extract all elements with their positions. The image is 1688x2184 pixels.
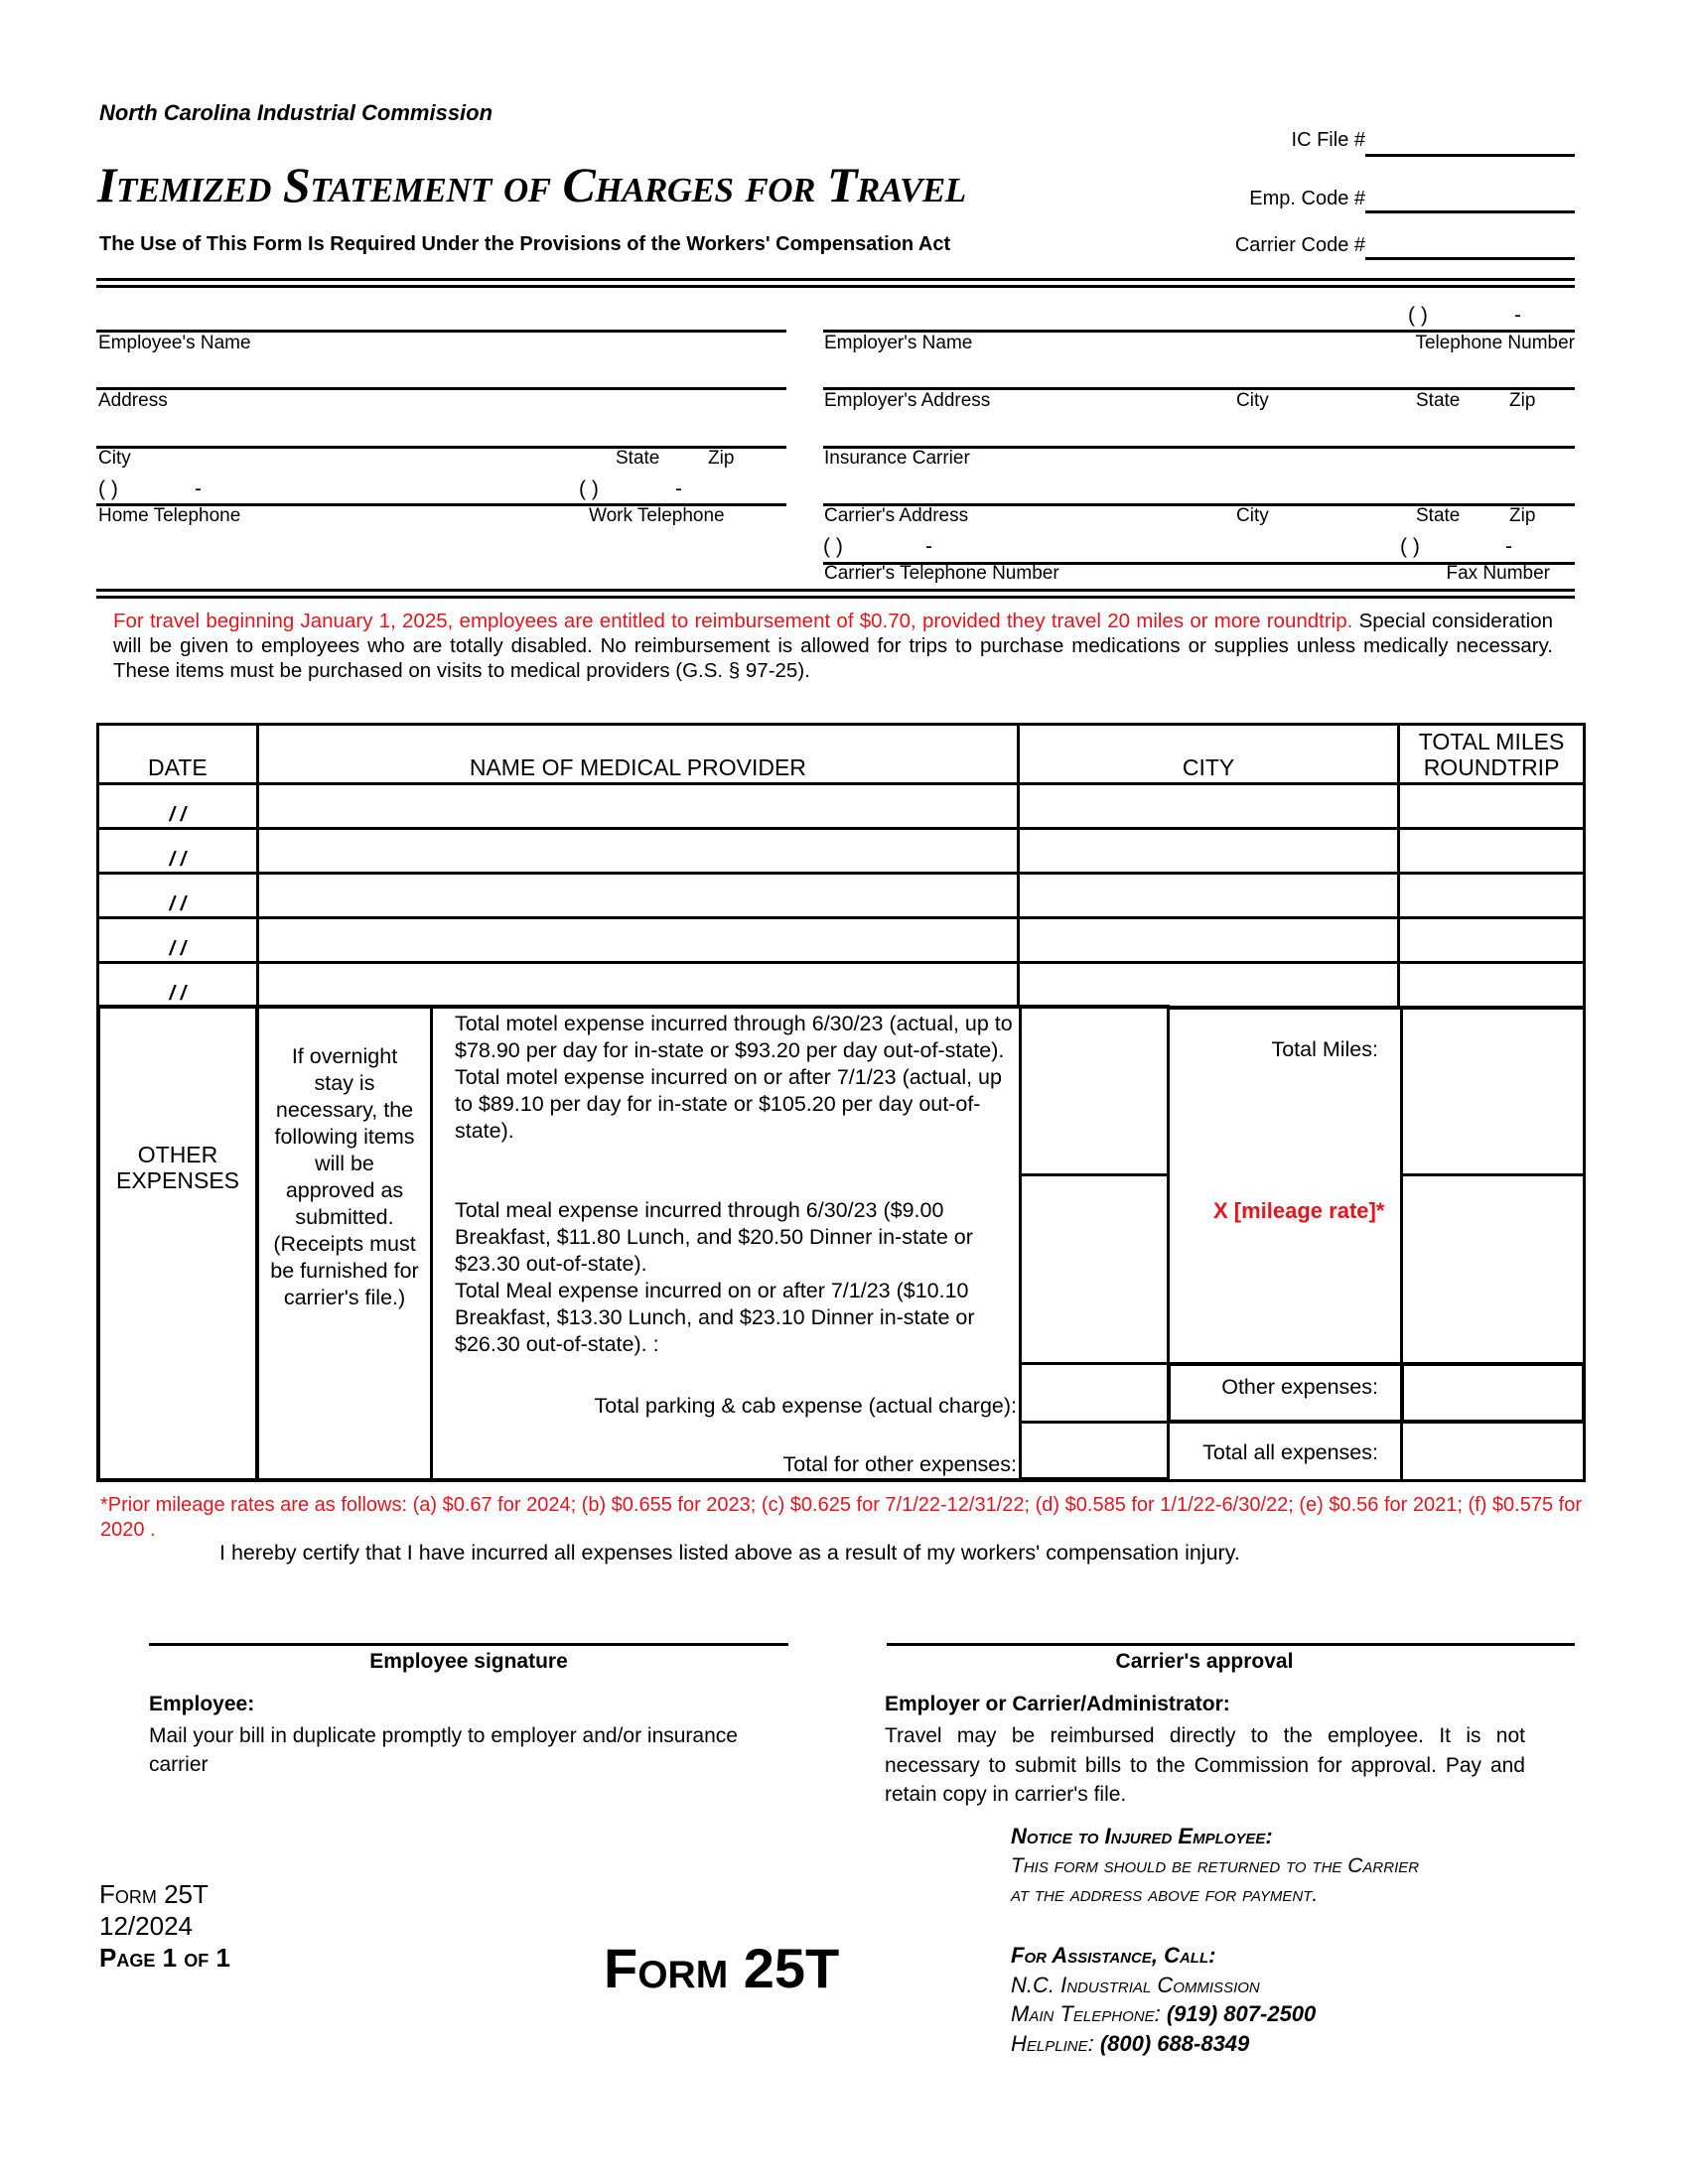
carrier-state-label: State [1416,505,1461,526]
mileage-rate-label: X [mileage rate]* [1213,1198,1385,1223]
page-number: Page 1 of 1 [99,1943,230,1973]
miles-cell[interactable] [1399,829,1585,874]
other-expenses-label: OTHER EXPENSES [116,1142,239,1193]
city-cell[interactable] [1019,829,1399,874]
carrier-address-label: Carrier's Address [824,505,969,526]
telephone-number-label: Telephone Number [1415,333,1575,353]
header-city: CITY [1019,725,1399,784]
table-row [98,784,1585,829]
other-expenses-field[interactable] [1400,1362,1586,1424]
date-cell[interactable] [98,784,258,829]
employer-zip-label: Zip [1509,390,1536,411]
date-placeholder: / / [169,983,187,1005]
carrier-heading: Employer or Carrier/Administrator: [885,1693,1230,1715]
notice-heading: Notice to Injured Employee: [1011,1824,1273,1848]
city-cell[interactable] [1019,784,1399,829]
employee-signature-label: Employee signature [369,1650,568,1673]
helpline-number: (800) 688-8349 [1099,2031,1250,2056]
work-phone-dash: - [675,478,682,500]
helpline [1011,2031,1249,2057]
parking-amount-field[interactable] [1019,1362,1170,1424]
divider [96,278,1575,281]
carrier-approval-line[interactable] [887,1643,1575,1646]
city-state-zip-field[interactable] [96,446,786,449]
overnight-note: If overnight stay is necessary, the following items will be approved as submitted. (Receipts must be furnished for carrier's file.) [270,1044,419,1309]
employee-instructions: Mail your bill in duplicate promptly to employer and/or insurance carrier [149,1724,738,1776]
main-telephone-label: Main Telephone: [1011,2001,1161,2026]
notice-line-2: at the address above for payment. [1011,1883,1319,1906]
main-telephone-number: (919) 807-2500 [1166,2001,1317,2026]
reimbursement-rate-text: For travel beginning January 1, 2025, employees are entitled to reimbursement of $0.70, provided they travel 20 miles or more roundtrip. [113,610,1353,632]
motel-amount-field[interactable] [1019,1005,1170,1176]
parking-expense-text: Total parking & cab expense (actual charge): [594,1394,1017,1418]
divider [96,285,1575,288]
table-header-row [98,725,1585,784]
city-cell[interactable] [1019,874,1399,918]
carrier-instructions: Travel may be reimbursed directly to the employee. It is not necessary to submit bills to the Commission for approval. Pay and retain copy in carrier's file. [885,1724,1525,1806]
total-other-amount-field[interactable] [1019,1421,1170,1482]
employee-heading: Employee: [149,1693,255,1715]
miles-cell[interactable] [1399,963,1585,1008]
meal-expense-text: Total meal expense incurred through 6/30/23 ($9.00 Breakfast, $11.80 Lunch, and $20.50 Dinner in-state or $23.30 out-of-state). Total Meal expense incurred on or after 7/1/23 ($10.10 Breakfast, $13.30 Lunch, and $23.10 Dinner in-state or $26.30 out-of-state). : [455,1198,975,1356]
carrier-phone-paren: ( ) [823,535,843,558]
employer-phone-paren: ( ) [1408,304,1428,327]
helpline-label: Helpline: [1011,2031,1094,2056]
total-all-expenses-label: Total all expenses: [1202,1440,1378,1464]
employee-signature-line[interactable] [149,1643,788,1646]
fax-dash: - [1505,535,1512,558]
miles-cell[interactable] [1399,784,1585,829]
carrier-telephone-label: Carrier's Telephone Number [824,563,1059,584]
provider-cell[interactable] [257,874,1018,918]
address-label: Address [98,390,168,411]
fax-paren: ( ) [1400,535,1420,558]
divider [96,596,1575,599]
carrier-city-label: City [1236,505,1269,526]
city-label: City [98,448,131,469]
mileage-amount-field[interactable] [1400,1173,1586,1365]
employer-address-label: Employer's Address [824,390,991,411]
total-all-expenses-field[interactable] [1400,1421,1586,1482]
miles-cell[interactable] [1399,874,1585,918]
ic-file-label: IC File # [1291,129,1365,151]
provider-cell[interactable] [257,963,1018,1008]
mileage-table [96,723,1586,1009]
emp-code-label: Emp. Code # [1249,188,1365,209]
table-row [98,874,1585,918]
header-provider: NAME OF MEDICAL PROVIDER [257,725,1018,784]
city-cell[interactable] [1019,963,1399,1008]
assistance-org: N.C. Industrial Commission [1011,1973,1260,1997]
meal-amount-field[interactable] [1019,1173,1170,1365]
agency-name: North Carolina Industrial Commission [99,100,493,125]
date-placeholder: / / [169,893,187,915]
reimbursement-rules-text: Special consideration will be given to employees who are totally disabled. No reimbursement is allowed for trips to purchase medications or supplies unless medically necessary. These items must be purchased on visits to medical providers (G.S. § 97-25). [113,610,1553,682]
main-telephone [1011,2001,1316,2027]
carrier-phone-dash: - [925,535,932,558]
form-id: Form 25T [99,1879,209,1909]
other-expenses-summary-label: Other expenses: [1221,1375,1378,1399]
header-miles: TOTAL MILES ROUNDTRIP [1399,725,1585,784]
zip-label: Zip [708,448,735,469]
employer-name-label: Employer's Name [824,333,973,353]
work-phone-paren: ( ) [579,478,599,500]
home-phone-dash: - [195,478,202,500]
table-row [98,918,1585,963]
carrier-code-field[interactable] [1365,257,1575,260]
date-placeholder: / / [169,938,187,960]
form-number-large: Form 25T [604,1937,840,1999]
work-telephone-label: Work Telephone [589,505,725,526]
mileage-rates-footnote: *Prior mileage rates are as follows: (a) $0.67 for 2024; (b) $0.655 for 2023; (c) $0.625 for 7/1/22-12/31/22; (d) $0.585 for 1/1/22-6/30/22; (e) $0.56 for 2021; (f) $0.575 for 2020 . [100,1494,1582,1541]
date-placeholder: / / [169,849,187,871]
certification-text: I hereby certify that I have incurred all expenses listed above as a result of my workers' compensation injury. [219,1541,1240,1565]
header-date: DATE [98,725,258,784]
motel-expense-text: Total motel expense incurred through 6/30/23 (actual, up to $78.90 per day for in-state or $93.20 per day out-of-state). Total motel expense incurred on or after 7/1/23 (actual, up to $89.10 per day for in-state or $105.20 per day out-of-state). [455,1012,1013,1143]
miles-cell[interactable] [1399,918,1585,963]
state-label: State [616,448,660,469]
city-cell[interactable] [1019,918,1399,963]
provider-cell[interactable] [257,918,1018,963]
employer-city-label: City [1236,390,1269,411]
address-field[interactable] [96,387,786,390]
carrier-approval-label: Carrier's approval [1115,1650,1294,1673]
total-miles-field[interactable] [1400,1007,1586,1176]
date-placeholder: / / [169,804,187,826]
provider-cell[interactable] [257,784,1018,829]
employer-state-label: State [1416,390,1461,411]
table-row [98,829,1585,874]
insurance-carrier-label: Insurance Carrier [824,448,970,469]
home-phone-paren: ( ) [98,478,118,500]
employer-phone-dash: - [1514,304,1521,327]
carrier-code-label: Carrier Code # [1234,234,1365,256]
form-title: Itemized Statement of Charges for Travel [97,157,966,212]
date-cell[interactable] [98,963,258,1008]
total-miles-label: Total Miles: [1271,1037,1378,1061]
total-other-expenses-text: Total for other expenses: [782,1452,1017,1476]
form-date: 12/2024 [99,1911,193,1941]
provider-cell[interactable] [257,829,1018,874]
date-cell[interactable] [98,918,258,963]
assistance-heading: For Assistance, Call: [1011,1943,1216,1968]
reimbursement-notice [113,609,1553,683]
ic-file-field[interactable] [1365,154,1575,157]
divider [96,589,1575,592]
date-cell[interactable] [98,874,258,918]
form-subtitle: The Use of This Form Is Required Under the Provisions of the Workers' Compensation Act [99,233,951,255]
date-cell[interactable] [98,829,258,874]
employee-name-label: Employee's Name [98,333,251,353]
home-telephone-label: Home Telephone [98,505,241,526]
emp-code-field[interactable] [1365,210,1575,213]
notice-line-1: This form should be returned to the Carrier [1011,1854,1420,1877]
other-expenses-label-cell [96,1005,259,1482]
fax-number-label: Fax Number [1446,563,1550,584]
carrier-zip-label: Zip [1509,505,1536,526]
table-row [98,963,1585,1008]
